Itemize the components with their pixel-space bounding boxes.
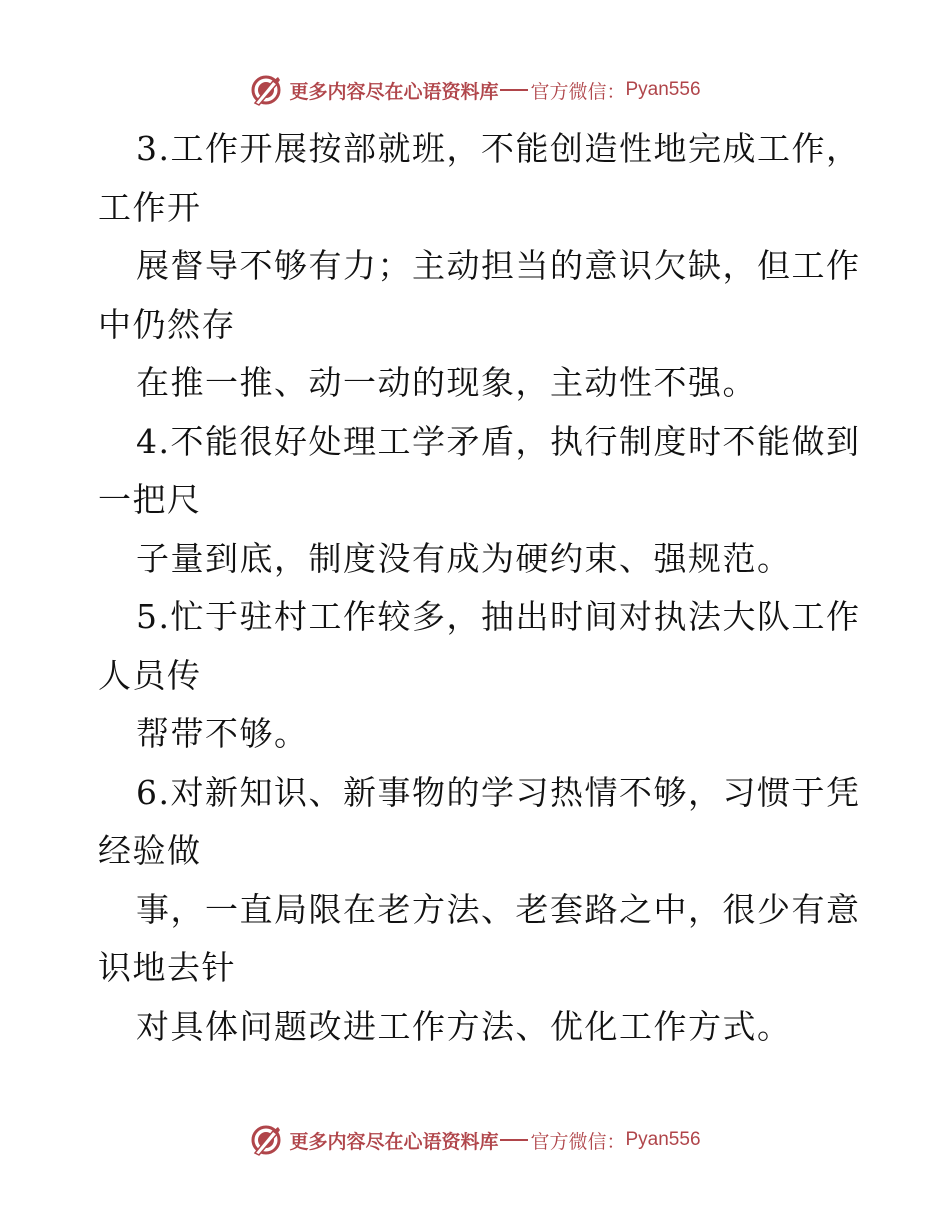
header-banner [0, 72, 950, 108]
text-line: 3.工作开展按部就班，不能创造性地完成工作， [136, 129, 861, 168]
text-line: 展督导不够有力；主动担当的意识欠缺，但工作 [136, 246, 861, 285]
footer-banner [0, 1122, 950, 1158]
text-line: 识地去针 [98, 948, 236, 987]
text-line: 4.不能很好处理工学矛盾，执行制度时不能做到 [136, 421, 861, 461]
pen-logo-icon [249, 73, 283, 107]
text-line: 中仍然存 [98, 304, 236, 344]
text-line: 一把尺 [98, 480, 202, 519]
footer-promo-text: 更多内容尽在心语资料库 [289, 1130, 499, 1153]
text-line: 人员传 [98, 655, 202, 695]
text-line: 在推一推、动一动的现象，主动性不强。 [136, 363, 757, 402]
text-line: 6.对新知识、新事物的学习热情不够，习惯于凭 [136, 772, 861, 812]
pen-logo-icon [249, 1123, 283, 1157]
text-line: 帮带不够。 [136, 714, 309, 753]
text-line: 工作开 [98, 187, 202, 227]
text-line: 5.忙于驻村工作较多，抽出时间对执法大队工作 [136, 597, 861, 636]
header-promo-text: 更多内容尽在心语资料库 [289, 80, 499, 103]
header-wechat-id: Pyan556 [625, 79, 701, 100]
text-line: 事，一直局限在老方法、老套路之中，很少有意 [136, 889, 861, 929]
document-body [98, 120, 861, 1056]
footer-dash [500, 1139, 528, 1141]
footer-wechat-label: 官方微信： [530, 1130, 626, 1153]
footer-wechat-id: Pyan556 [625, 1129, 701, 1150]
text-line: 子量到底，制度没有成为硬约束、强规范。 [136, 538, 792, 578]
header-dash [500, 89, 528, 91]
text-line: 对具体问题改进工作方法、优化工作方式。 [136, 1006, 792, 1046]
header-wechat-label: 官方微信： [530, 80, 626, 103]
text-line: 经验做 [98, 831, 202, 870]
